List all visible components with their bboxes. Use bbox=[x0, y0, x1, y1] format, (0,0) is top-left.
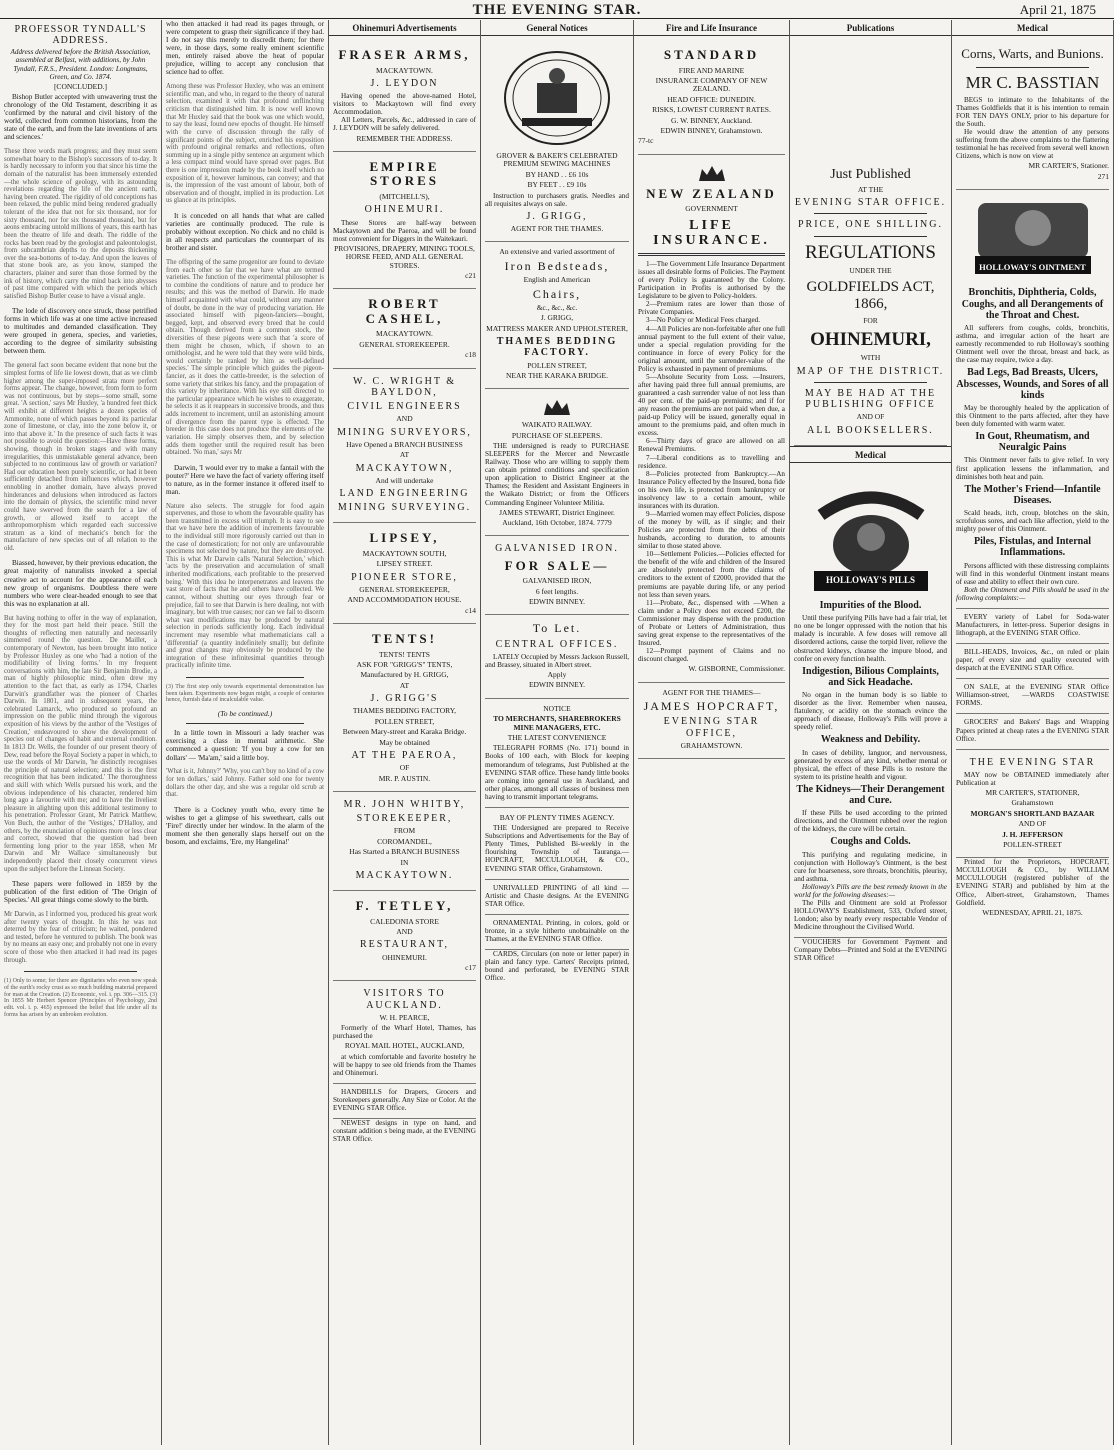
article-body-text: The general fact soon became evident that none but the simplest forms of life lie lowest down, that as we climb higher among the super-imposed strata more perfect forms appear. The change, however, from form to form was not continuous, but by steps—some small, some great. 'A section,' says Mr Huxley, 'a hundred feet thick will exhibit at different heights a dozen species of Ammonite, none of which passes beyond its particular zone of limestone, or clay, into the zone below it, or into that above it.' In the presence of such facts it was not possible to avoid the question:—Have these forms, showing, though in broken stages and with many irregularities, this unmistakable general advance, been subjected to no continuous law of growth or variation? Had our education been purely scientific, or had it been sufficiently detached from influences which, however ennobling in another domain, have always proved hinderances and delusions when introduced as factors into the domain of physics, the scientific mind never could have swerved from the search for a law of growth, or allowed itself to accept the anthropomorphism which regarded each successive stratum as a kind of mechanic's bench for the manufacture of new species out of all relation to the old. bbox=[4, 362, 157, 552]
ad-price: PRICE, ONE SHILLING. bbox=[798, 219, 943, 231]
article-subtitle: Address delivered before the British Association, assembled at Belfast, with additions, by John Tyndall, F.R.S., President. London: Longmans, Green, and Co. 1874. bbox=[10, 48, 151, 81]
ad-name: LIPSEY, bbox=[369, 530, 440, 546]
ad-signature: W. GISBORNE, Commissioner. bbox=[688, 664, 785, 674]
insurance-item: 2—Premium rates are lower than those of Private Companies. bbox=[638, 300, 785, 317]
ad-grocers-bags: GROCERS' and Bakers' Bags and Wrapping Papers printed at cheap rates a the EVENING STAR Office. bbox=[956, 714, 1109, 749]
notice-title: BAY OF PLENTY TIMES AGENCY. bbox=[499, 812, 615, 822]
ad-sub: TENTS! TENTS bbox=[379, 649, 430, 659]
ad-wright-bayldon bbox=[333, 369, 476, 524]
ad-with: WITH bbox=[860, 353, 881, 363]
ad-code: c14 bbox=[465, 605, 476, 615]
ad-at: AT THE bbox=[857, 184, 884, 194]
ad-title: To Let. bbox=[532, 621, 582, 636]
ad-act: GOLDFIELDS ACT, 1866, bbox=[806, 279, 935, 312]
ad-and: AND bbox=[396, 414, 413, 424]
ad-gov: GOVERNMENT bbox=[685, 204, 738, 214]
to-be-continued: (To be continued.) bbox=[217, 708, 273, 718]
ad-place: COROMANDEL, bbox=[377, 836, 432, 846]
ad-body: Have Opened a BRANCH BUSINESS bbox=[346, 439, 463, 449]
ad-body: LATELY Occupied by Messrs Jackson Russell, and Brassey, situated in Albert street. bbox=[485, 652, 629, 669]
ad-labels: EVERY variety of Label for Soda-water Manufacturers, in letter-press. Superior designs in lithograph, at the EVENING STAR Office. bbox=[956, 609, 1109, 644]
ad-beds: Iron Bedsteads, bbox=[504, 258, 610, 273]
column-medical bbox=[952, 20, 1114, 1445]
column-publications bbox=[790, 20, 952, 1445]
section-title: The Mother's Friend—Infantile Diseases. bbox=[964, 483, 1101, 506]
ad-and: AND OF bbox=[1018, 819, 1047, 829]
agent-role: AGENT FOR THE THAMES. bbox=[510, 223, 604, 233]
ad-firm: J. GRIGG'S bbox=[370, 693, 439, 705]
ad-vouchers: VOUCHERS for Government Payment and Company Debts—Printed and Sold at the EVENING STAR Office! bbox=[794, 938, 947, 963]
section-title: Piles, Fistulas, and Internal Inflammations. bbox=[974, 536, 1091, 559]
ad-code: 77-tc bbox=[638, 136, 654, 146]
ad-agent: G. W. BINNEY, Auckland. bbox=[671, 115, 752, 125]
ad-note: Instruction to purchasers gratis. Needles and all requisites always on sale. bbox=[485, 191, 629, 208]
article-paragraph: It is conceded on all hands that what are called varieties are continually produced. The rule is probably without exception. No chick and no child is in all respects and particulars the counterpart of its brother and sister. bbox=[166, 211, 324, 253]
insurance-item: 5—Absolute Security from Loss. —Insurers, after having paid three full annual premiums, are guaranteed a cash surrender value of not less than 40 per cent. of the paid-up premiums; and if for any reason the premiums are not paid when due, a paid-up Policy will be issued, generally equal in amount to the premiums paid, and often much in excess. bbox=[638, 372, 785, 438]
ad-empire-stores bbox=[333, 152, 476, 289]
ad-street: POLLEN STREET, bbox=[527, 360, 587, 370]
concluded-label: [CONCLUDED.] bbox=[53, 81, 108, 91]
ad-owner: W. H. PEARCE, bbox=[379, 1012, 430, 1022]
masthead bbox=[0, 0, 1114, 19]
ad-from: FROM bbox=[393, 826, 416, 836]
ad-obtain: May be obtained bbox=[379, 737, 430, 747]
ad-store: PIONEER STORE, bbox=[351, 571, 458, 583]
ad-sale-seller: EDWIN BINNEY. bbox=[528, 596, 586, 606]
anecdote-cockney: There is a Cockney youth who, every time he wishes to get a glimpse of his sweetheart, calls out 'Fire!' directly under her window. In the alarm of the moment she then generally slaps herself out on the bosom, and exclaims, 'Ere, my Hangelina!' bbox=[166, 805, 324, 846]
ad-place: MACKAYTOWN, bbox=[355, 462, 454, 474]
ad-robert-cashel bbox=[333, 289, 476, 368]
section-title: Weakness and Debility. bbox=[820, 734, 921, 746]
column-heading: Ohinemuri Advertisements bbox=[329, 20, 480, 36]
ad-street: LIPSEY STREET. bbox=[376, 559, 433, 569]
footnotes: (3) The first step only towards experimental demonstration has been taken. Experiments now begun might, a couple of centuries hence, furnish data of incalculable value. bbox=[166, 683, 324, 704]
insurance-item: 6—Thirty days of grace are allowed on all Renewal Premiums. bbox=[638, 437, 785, 454]
ad-paeroa: AT THE PAEROA, bbox=[351, 750, 458, 762]
ad-name: MR. JOHN WHITBY, bbox=[343, 798, 466, 810]
ad-code: 271 bbox=[1097, 171, 1109, 181]
ad-newest-designs: NEWEST designs in type on hand, and constant addition s being made, at the EVENING STAR Office. bbox=[333, 1119, 476, 1144]
price-by-feet: BY FEET . . £9 10s bbox=[527, 180, 587, 190]
ad-street: POLLEN STREET, bbox=[374, 716, 435, 726]
insurance-item: 8—Policies protected from Bankruptcy.—An Insurance Policy effected by the Insured, bona fide on his own life, is protected from bankruptcy or insolvency law to a certain amount, while insurances with its duration. bbox=[638, 469, 785, 510]
section-body: Scald heads, itch, croup, blotches on the skin, scrofulous sores, and each like affection, yield to the mighty power of this Ointment. bbox=[956, 509, 1109, 534]
ad-for: FOR bbox=[863, 315, 878, 325]
section-title: Bronchitis, Diphtheria, Colds, Coughs, and all Derangements of the Throat and Chest. bbox=[961, 287, 1104, 321]
ad-to-let bbox=[485, 615, 629, 699]
price-by-hand: BY HAND . . £6 10s bbox=[525, 169, 589, 179]
divider bbox=[186, 723, 304, 724]
ad-restaurant: RESTAURANT, bbox=[359, 939, 450, 951]
ad-galvanised-iron bbox=[485, 536, 629, 615]
ad-body: MAY now be OBTAINED immediately after Publication at bbox=[956, 770, 1109, 787]
ad-country: NEW ZEALAND bbox=[646, 185, 777, 201]
section-body: Until these purifying Pills have had a fair trial, let no one be longer oppressed with the notion that his malady is incurable. A few doses will remove all disordered actions, cause the torpid liver, relieve the obstructed kidneys, cleanse the impure blood, and confer on every function health. bbox=[794, 614, 947, 663]
ad-trade: CIVIL ENGINEERS bbox=[347, 400, 462, 412]
ad-tents bbox=[333, 624, 476, 792]
section-body: All sufferers from coughs, colds, bronchitis, asthma, and irregular action of the heart are earnestly recommended to rub Holloway's soothing Ointment well over the throat, breast and back, as the case may require, twice a day. bbox=[956, 324, 1109, 365]
ad-body: Has Started a BRANCH BUSINESS bbox=[349, 847, 460, 857]
ad-holloway-ointment bbox=[956, 190, 1109, 609]
ad-maker: Manufactured by H. GRIGG, bbox=[360, 670, 449, 680]
article-paragraph: Darwin, 'I would ever try to make a fantail with the pouter?' Here we have the fact of variety offering itself to nature, as in the former instance it offered itself to man. bbox=[166, 463, 324, 496]
divider bbox=[24, 971, 137, 972]
article-body-text: But having nothing to offer in the way of explanation, they for the most part held their peace. Still the thoughts of reflecting men naturally and necessarily simmered round the question. De Maillet, a contemporary of Newton, has been brought into notice by Professor Huxley as one who 'had a notion of the modifiability of living forms.' In my frequent conversations with him, the late Sir Benjamin Brodie, a man of highly philosophic mind, often drew my attention to the fact that, as early as 1794, Charles Darwin's grandfather was the pioneer of Charles Darwin. In 1801, and in subsequent years, the celebrated Lamarck, who produced so profound an impression on the public mind through the vigorous exposition of his views by the author of the 'Vestiges of Creation,' endeavoured to show the development of species out of changes of habit and external condition. In 1813 Dr. Wells, the founder of our present theory of Dew, read before the Royal Society a paper in which, to use the words of Mr Darwin, 'he distinctly recognises the principle of natural selection; and this is the first recognition that has been indicated.' The thoroughness and skill with which Wells pursued his work, and the obvious independence of his character, rendered him long ago a favourite with me; and to have the liveliest pleasure in alighting upon this additional testimony to his penetration. Professor Grant, Mr Patrick Matthew, Von Buch, the author of the 'Vestiges,' D'Halloy, and others, by the enunciation of opinions more or less clear and correct, showed that the question had been fermenting long prior to the year 1858, when Mr Darwin and Mr Wallace simultaneously but independently placed their closely concurrent views upon the subject before the Linnean Society. bbox=[4, 614, 157, 873]
ad-name: W. C. WRIGHT & BAYLDON, bbox=[352, 375, 457, 398]
notice-tagline: THE LATEST CONVENIENCE bbox=[507, 733, 607, 742]
anecdote-missouri: In a little town in Missouri a lady teacher was exercising a class in mental arithmetic. She commenced a question: 'If you buy a cow for ten dollars' — 'Ma'am,' said a little boy. bbox=[166, 729, 324, 762]
emblem-text: HOLLOWAY'S OINTMENT bbox=[979, 261, 1086, 272]
footnotes: (1) Only to some; for there are dignitaries who even now speak of the earth's rocky crust as so much building material prepared for man at the Creation. (2) Economic, vol. i. pp. 306—315. (3) In 1855 Mr Herbert Spencer (Principles of Psychology, 2nd edit. vol. i. p. 465) expressed the belief that life under all its forms has arisen by an unbroken evolution. bbox=[4, 978, 157, 1018]
ad-body: ASK FOR "GRIGG'S" TENTS, bbox=[356, 660, 453, 670]
ad-location: Between Mary-street and Karaka Bridge. bbox=[342, 727, 467, 737]
imprint: Printed for the Proprietors, HOPCRAFT, MCCULLOUGH & CO., by WILLIAM MCCULLOUGH (registered publisher of the EVENING STAR) and published by him at the Office, Albert-street, Grahamstown, Thames Goldfield. bbox=[956, 858, 1109, 907]
section-body: May be thoroughly healed by the application of this Ointment to the parts affected, after they have been duly fomented with warm water. bbox=[956, 403, 1109, 429]
ad-sale-detail: 6 feet lengths. bbox=[535, 586, 579, 596]
ad-john-whitby bbox=[333, 792, 476, 891]
ad-ohinemuri: OHINEMURI, bbox=[810, 329, 931, 351]
ad-map: MAP OF THE DISTRICT. bbox=[796, 365, 945, 377]
ad-goods: PROVISIONS, DRAPERY, MINING TOOLS, HORSE FEED, AND ALL GENERAL STORES. bbox=[334, 243, 475, 270]
notice-title: NOTICE bbox=[543, 703, 571, 713]
ad-name: EMPIRE STORES bbox=[369, 158, 440, 189]
ad-title: THE EVENING STAR bbox=[969, 756, 1096, 768]
ad-ornamental-printing: ORNAMENTAL Printing, in colors, gold or bronze, in a style hitherto unobtainable on the Thames, at the EVENING STAR Office. bbox=[485, 915, 629, 950]
notice-body: TELEGRAPH FORMS (No. 171) bound in Books of 100 each, with Block for keeping memorandum of telegrams, Just Published at the EVENING STAR office. These handy little books are coming into general use in Auckland, and other places, amongst all classes of business men having to transmit important telegrams. bbox=[485, 744, 629, 801]
insurance-item: 3—No Policy or Medical Fees charged. bbox=[646, 316, 761, 325]
ad-intro: An extensive and varied assortment of bbox=[499, 247, 615, 257]
section-body: If these Pills be used according to the printed directions, and the Ointment rubbed over the region of the kidneys, the cure will be certain. bbox=[794, 809, 947, 834]
ad-handbills: HANDBILLS for Drapers, Grocers and Storekeepers generally. Any Size or Color. At the EVENING STAR Office. bbox=[333, 1084, 476, 1119]
article-paragraph: Bishop Butler accepted with unwavering trust the chronology of the Old Testament, describing it as 'confirmed by the natural and civil history of the world, collected from common historians, from the state of the earth, and from the late inventions of arts and sciences.' bbox=[4, 93, 157, 142]
column-ohinemuri-ads bbox=[329, 20, 481, 1445]
ad-trade: GENERAL STOREKEEPER. bbox=[359, 339, 450, 349]
article-body-text: Nature also selects. The struggle for food again supervenes, and those to whom the favourable quality has been transmitted in excess will triumph. It is easy to see that we have here the addition of increments favourable to the individual still more rigorously carried out than in the case of domestication; for not only are unfavourable specimens not selected by nature, but they are destroyed. This is what Mr Darwin calls 'Natural Selection,' which 'acts by the preservation and accumulation of small inherited modifications, each profitable to the preserved being.' With this idea he interpenetrates and leavens the vast store of facts that he and others have collected. We cannot, without shutting our eyes through fear or prejudice, fail to see that Darwin is here dealing, not with imaginary, but with true causes; nor can we fail to discern what vast modifications may be produced by natural selection in periods sufficiently long. Each individual increment may resemble what mathematicians call a 'differential' (a quantity indefinitely small); but definite and great changes may obviously be produced by the integration of these infinitesimal quantities through practically infinite time. bbox=[166, 502, 324, 670]
insurance-item: 11—Probate, &c., dispensed with —When a claim under a Policy does not exceed £200, the Commissioner may dispense with the production of Probate or Letters of Administration, thus saving great expense to the representatives of the Insured. bbox=[638, 598, 785, 647]
ad-trade: STOREKEEPER, bbox=[356, 813, 453, 825]
divider bbox=[976, 67, 1089, 68]
ad-firm-role: MATTRESS MAKER AND UPHOLSTERER, bbox=[486, 323, 628, 333]
section-title: Impurities of the Blood. bbox=[819, 600, 922, 612]
ad-body: These Stores are half-way between Mackaytown and the Paeroa, and will be found most convenient for Diggers in the Waitekauri. bbox=[333, 218, 476, 243]
ad-title: LIFE INSURANCE. bbox=[653, 217, 770, 249]
ad-apply: Apply bbox=[547, 670, 567, 680]
crown-icon bbox=[697, 163, 727, 183]
ad-fraser-arms bbox=[333, 40, 476, 152]
ad-thames-agent bbox=[638, 683, 785, 760]
ad-title: GALVANISED IRON. bbox=[495, 543, 619, 555]
issue-date: April 21, 1875 bbox=[1019, 2, 1096, 17]
notice-bay-of-plenty bbox=[485, 808, 629, 880]
ad-body: And will undertake bbox=[375, 475, 434, 485]
notice-title: WAIKATO RAILWAY. bbox=[521, 420, 593, 430]
section-title: The Kidneys—Their Derangement and Cure. bbox=[796, 783, 945, 806]
insurance-item: 4—All Policies are non-forfeitable after one full annual payment to the full extent of their value, under a special regulation providing for the continuance in force of every Policy for the original amount, until the surrender-value of the Policy is exhausted in payment of premiums. bbox=[638, 324, 785, 373]
insurance-item: 12—Prompt payment of Claims and no discount charged. bbox=[638, 647, 785, 664]
ad-place: MACKAYTOWN SOUTH, bbox=[362, 549, 447, 559]
article-title: PROFESSOR TYNDALL'S ADDRESS. bbox=[14, 24, 147, 47]
ad-carter: MR CARTER'S, Stationer. bbox=[1028, 161, 1109, 171]
ad-body: Formerly of the Wharf Hotel, Thames, has purchased the bbox=[333, 1024, 476, 1041]
section-list-intro: Both the Ointment and Pills should be used in the following complaints:— bbox=[956, 585, 1109, 602]
ad-place: OHINEMURI. bbox=[364, 204, 445, 216]
ad-regulations: REGULATIONS bbox=[805, 241, 936, 263]
section-title: Indigestion, Bilious Complaints, and Sick Headache. bbox=[802, 665, 939, 688]
ad-location: NEAR THE KARAKA BRIDGE. bbox=[506, 370, 608, 380]
section-list-intro: Holloway's Pills are the best remedy known in the world for the following diseases:— bbox=[794, 882, 947, 899]
ad-name: ROBERT CASHEL, bbox=[365, 296, 444, 326]
ad-body: He would draw the attention of any persons suffering from the above complaints to the flattering testimonial he has received from several well known Citizens, which is now on view at bbox=[956, 127, 1109, 161]
article-paragraph: The lode of discovery once struck, those petrified forms in which life was at one time active increased to multitudes and demanded classification. They were grouped in genera, species, and varieties, according to the degree of similarity subsisting between them. bbox=[4, 307, 157, 356]
ad-name: F. TETLEY, bbox=[355, 898, 454, 914]
ad-agent-place: GRAHAMSTOWN. bbox=[680, 740, 743, 750]
agent-name: J. GRIGG, bbox=[526, 210, 588, 222]
section-body: This purifying and regulating medicine, in conjunction with Holloway's Ointment, is the best cure for hoarseness, sore throats, bronchitis, pleurisy, and asthma. bbox=[794, 850, 947, 883]
article-paragraph: Biassed, however, by their previous education, the great majority of naturalists invoked a special creative act to account for the appearance of each new group of organisms. Doubtless there were numbers who were clear-headed enough to see that this was no explanation at all. bbox=[4, 559, 157, 608]
ad-at: AT bbox=[399, 680, 410, 690]
ad-owner: J. LEYDON bbox=[370, 78, 439, 90]
article-body-text: Among these was Professor Huxley, who was an eminent scientific man, and who, in regard to the theory of natural selection, examined it with that profound unflinching criticism that distinguished him. It is now well known that Mr Huxley said that the book was one which would, to say the least, found new epochs of thought. He himself with the curve of discussion through the rally of significant points of the subject, enriched his exposition with profound original remarks and reflections, often summing up in a single pithy sentence an argument which a less compact mind would have spread over pages. But there is one impression made by the book itself which no exposition of it, however luminous, can convey; and that is, the impression of the vast amount of labour, both of observation and of thought, implied in its production. Let us glance at its principles. bbox=[166, 83, 324, 205]
ad-tetley bbox=[333, 891, 476, 981]
ad-etc: &c., &c., &c. bbox=[536, 303, 578, 312]
ad-apply-name: EDWIN BINNEY. bbox=[528, 680, 586, 690]
emblem-text: GROVER & BAKER'S CELEBRATED PREMIUM SEWING MACHINES bbox=[496, 151, 618, 169]
notice-date: Auckland, 16th October, 1874. 7779 bbox=[502, 518, 612, 527]
ad-sale-item: GALVANISED IRON, bbox=[522, 576, 592, 586]
ad-remember: REMEMBER THE ADDRESS. bbox=[356, 133, 453, 143]
ad-government-life-insurance bbox=[638, 155, 785, 683]
crown-icon bbox=[542, 397, 572, 417]
ad-at: AT bbox=[399, 450, 410, 460]
ad-trade: MINING SURVEYORS, bbox=[337, 426, 472, 438]
divider bbox=[638, 253, 785, 256]
ad-holloway-pills bbox=[794, 467, 947, 938]
article-paragraph: who then attacked it had read its pages through, or were competent to grasp their significance if they had. I do not say this merely to discredit them; for there were, in those days, some really eminent scientific men, entirely raised above the heat of popular prejudice, willing to accept any conclusion that science had to offer. bbox=[166, 20, 324, 77]
ad-code: c21 bbox=[465, 270, 476, 280]
column-general-notices bbox=[481, 20, 634, 1445]
ad-cards: CARDS, Circulars (on note or letter paper) in plain and fancy type. Carters' Receipts printed, bound and perforated, be EVENING STAR Office. bbox=[485, 949, 629, 983]
ad-title: Just Published bbox=[830, 167, 911, 183]
article-body-text: Mr Darwin, as I informed you, produced his great work after twenty years of thought. In this he was not deterred by the fear of criticism; he waited, pondered and tested, before he ventured to publish. The book was by no means an easy one; and probably not one in every score of those who then attacked it had read its pages through. bbox=[4, 911, 157, 964]
ad-name: FRASER ARMS, bbox=[338, 47, 471, 63]
ad-extra: AND ACCOMMODATION HOUSE. bbox=[347, 595, 462, 605]
ad-body: at which comfortable and favorite hostelry he will be happy to see old friends from the Thames and Ohinemuri. bbox=[333, 1052, 476, 1077]
ad-street: POLLEN-STREET bbox=[1003, 839, 1062, 849]
notice-body: THE Undersigned are prepared to Receive Subscriptions and Advertisements for the Bay of Plenty Times, Published Bi-weekly in the flourishing Township of Tauranga.— HOPCRAFT, MCCULLOUGH, & CO., EVENING STAR Office, Grahamstown. bbox=[485, 824, 629, 873]
ad-trade: GENERAL STOREKEEPER, bbox=[359, 584, 450, 594]
anecdote-body: 'What is it, Johnny?' 'Why, you can't buy no kind of a cow for ten dollars,' said Johnny. Father sold one for twenty dollars the other day, and she was a regular old scrub at that. bbox=[166, 768, 324, 799]
ad-firm: J. GRIGG, bbox=[540, 313, 574, 323]
ad-under: UNDER THE bbox=[849, 265, 892, 275]
ad-of: OF bbox=[399, 763, 410, 773]
divider bbox=[814, 382, 927, 383]
ad-code: c17 bbox=[465, 963, 476, 973]
insurance-item: 10—Settlement Policies.—Policies effected for the benefit of the wife and children of the Insured are absolutely protected from the claims of creditors to the extent of £2000, provided that the premiums are payable during life, or any period not less than seven years. bbox=[638, 550, 785, 599]
ad-and: AND OF bbox=[856, 412, 885, 422]
ad-trade: MINING SURVEYING. bbox=[337, 502, 472, 514]
ad-name: MR C. BASSTIAN bbox=[965, 72, 1100, 92]
ad-agent-label: AGENT FOR THE THAMES— bbox=[662, 687, 761, 697]
ad-sewing-machines bbox=[485, 40, 629, 242]
ad-unrivalled-printing: UNRIVALLED PRINTING of all kind —Artistic and Chaste designs. At the EVENING STAR Office. bbox=[485, 880, 629, 915]
ad-name: TENTS! bbox=[372, 631, 437, 647]
section-body: In cases of debility, languor, and nervousness, generated by excess of any kind, whether mental or physical, the effect of these Pills is to restore the system to its pristine health and vigour. bbox=[794, 748, 947, 781]
ad-factory: THAMES BEDDING FACTORY, bbox=[352, 706, 457, 716]
notice-subtitle: PURCHASE OF SLEEPERS. bbox=[511, 430, 603, 440]
imprint-date: WEDNESDAY, APRIL 21, 1875. bbox=[982, 907, 1083, 917]
divider bbox=[186, 677, 304, 678]
ad-beds-sub: English and American bbox=[523, 275, 591, 285]
ad-place: Grahamstown bbox=[1011, 798, 1054, 808]
column-tyndall-continued bbox=[162, 20, 329, 1445]
section-body: Persons afflicted with these distressing complaints will find in this wonderful Ointment instant means of ease and ability to effect their own cure. bbox=[956, 561, 1109, 586]
ad-basstian bbox=[956, 40, 1109, 190]
ad-body: BEGS to intimate to the Inhabitants of the Thames Goldfields that it is his intention to remain FOR TEN DAYS ONLY, prior to his departure for the South. bbox=[956, 95, 1109, 128]
ad-title: Corns, Warts, and Bunions. bbox=[961, 46, 1104, 62]
sewing-machine-emblem-icon bbox=[502, 48, 612, 148]
ad-trade: LAND ENGINEERING bbox=[339, 488, 470, 500]
ad-sale: FOR SALE— bbox=[504, 557, 610, 573]
notice-waikato-railway bbox=[485, 389, 629, 536]
ad-town: MACKAYTOWN. bbox=[355, 869, 454, 881]
article-paragraph: These papers were followed in 1859 by the publication of the first edition of 'The Origin of Species.' All great things come slowly to the birth. bbox=[4, 880, 157, 905]
ad-place: MACKAYTOWN. bbox=[376, 65, 433, 75]
medical-heading: Medical bbox=[790, 446, 951, 463]
ad-rates: RISKS, LOWEST CURRENT RATES. bbox=[652, 105, 771, 115]
ad-standard-insurance bbox=[638, 40, 785, 155]
notice-subtitle: TO MERCHANTS, SHAREBROKERS MINE MANAGERS, ETC. bbox=[493, 714, 621, 732]
column-insurance bbox=[634, 20, 790, 1445]
ad-chairs: Chairs, bbox=[532, 286, 582, 301]
divider bbox=[814, 236, 927, 237]
column-heading: Publications bbox=[790, 20, 951, 36]
ad-store: CALEDONIA STORE bbox=[370, 916, 439, 926]
ad-body: Having opened the above-named Hotel, visitors to Mackaytown will find every Accommodation. bbox=[333, 92, 476, 117]
ad-name: VISITORS TO AUCKLAND. bbox=[363, 988, 446, 1011]
column-heading: General Notices bbox=[481, 20, 633, 36]
article-body-text: These three words mark progress; and they must seem somewhat hoary to the Bishop's successors of to-day. It is hardly necessary to inform you that since his time the domain of the naturalist has been immensely extended—the whole science of geology, with its astounding revelations regarding the life of the ancient earth, having been created. The rigidity of old conceptions has been relaxed, the public mind being rendered gradually tolerant of the idea that not for six thousand, nor for sixty thousand, nor for six thousand thousand, but for aeons embracing untold millions of years, this earth has been the theatre of life and death. The riddle of the rocks has been read by the geologist and paleontologist, from subcambrian depths to the deposits thickening over the sea-bottoms of to-day. And upon the leaves of that stone book are, as you know, stamped the characters, plainer and surer than those formed by the ink of history, which carry the mind back into abysses of past time compared with which the periods which satisfied Bishop Butler cease to have a visual angle. bbox=[4, 148, 157, 300]
section-title: Bad Legs, Bad Breasts, Ulcers, Abscesses, Wounds, and Sores of all kinds bbox=[956, 367, 1109, 401]
ad-bedsteads bbox=[485, 242, 629, 389]
ad-agent: EDWIN BINNEY, Grahamstown. bbox=[660, 125, 763, 135]
notice-signature: JAMES STEWART, District Engineer. bbox=[499, 507, 615, 517]
ad-in: IN bbox=[400, 857, 409, 867]
divider bbox=[814, 213, 927, 214]
ad-agent: J. H. JEFFERSON bbox=[1002, 829, 1063, 839]
ad-may: MAY BE HAD AT THE PUBLISHING OFFICE bbox=[804, 388, 937, 411]
ad-visitors-auckland bbox=[333, 981, 476, 1083]
column-heading: Fire and Life Insurance bbox=[634, 20, 789, 36]
ad-factory: THAMES BEDDING FACTORY. bbox=[496, 336, 618, 359]
ad-agent: MORGAN'S SHORTLAND BAZAAR bbox=[970, 808, 1095, 818]
ad-place: MACKAYTOWN. bbox=[376, 329, 433, 339]
ad-name: STANDARD bbox=[663, 47, 760, 63]
section-body: The Pills and Ointment are sold at Professor HOLLOWAY'S Establishment, 533, Oxford street, London; also by nearly every respectable Vendor of Medicine throughout the Civilised World. bbox=[794, 898, 947, 932]
ad-lipsey bbox=[333, 523, 476, 624]
column-heading: Medical bbox=[952, 20, 1113, 36]
column-tyndall-address bbox=[0, 20, 162, 1445]
ad-note: All Letters, Parcels, &c., addressed in care of J. LEYDON will be safely delivered. bbox=[333, 116, 476, 133]
ad-coastwise-forms: ON SALE, at the EVENING STAR Office Williamson-street, —WARDS COASTWISE FORMS. bbox=[956, 679, 1109, 714]
emblem-text: HOLLOWAY'S PILLS bbox=[826, 575, 915, 586]
ad-place: OHINEMURI. bbox=[382, 952, 427, 962]
section-title: In Gout, Rheumatism, and Neuralgic Pains bbox=[975, 431, 1090, 454]
ad-booksellers: ALL BOOKSELLERS. bbox=[807, 424, 934, 436]
ad-code: c18 bbox=[465, 350, 476, 360]
newspaper-title: THE EVENING STAR. bbox=[472, 2, 642, 18]
ad-sub: (MITCHELL'S), bbox=[379, 192, 430, 201]
section-body: This Ointment never fails to give relief. In very first application lessens the inflammation, and diminishes both heat and pain. bbox=[956, 456, 1109, 481]
ad-sub: FIRE AND MARINE bbox=[678, 65, 745, 75]
notice-body: THE undersigned is ready to PURCHASE SLEEPERS for the Mercer and Newcastle Railway. Those who are willing to supply them can obtain printed conditions and specification upon application to District Engineer at the Thames; the Resident and Assistant Engineers in the Waikato District; or from the Officers Commanding Engineer Volunteer Militia. bbox=[485, 442, 629, 507]
ad-bill-heads: BILL-HEADS, Invoices, &c., on ruled or plain paper, of every size and quality executed with despatch at the EVENING STAR Office. bbox=[956, 644, 1109, 679]
ad-hotel: ROYAL MAIL HOTEL, AUCKLAND, bbox=[344, 1041, 465, 1051]
ad-and: AND bbox=[396, 927, 413, 937]
ad-goldfields-regulations bbox=[794, 40, 947, 446]
ad-office: HEAD OFFICE: DUNEDIN. bbox=[667, 94, 756, 104]
section-title: Coughs and Colds. bbox=[830, 836, 911, 848]
ad-agent: MR CARTER'S, STATIONER, bbox=[985, 787, 1080, 797]
article-body-text: The offspring of the same progenitor are found to deviate from each other so far that we have what are termed varieties. The function of the experimental philosopher is to combine the conditions of nature and to produce her results; and this was the method of Darwin. He made himself acquainted with what could, without any manner of doubt, be done in the way of producing variation. He associated himself with pigeon-fanciers—bought, begged, kept, and observed every breed that he could obtain. Though derived from a common stock, the diversities of these pigeons were such that 'a score of them might be chosen, which, if shown to an ornithologist, and he were told that they were wild birds, would certainly be ranked by him as well-defined species.' The simple principle which guides the pigeon-fancier, as it does the cattle-breeder, is the selection of some variety that strikes his fancy, and the propagation of this variety by inheritance. With his eye still directed to the particular appearance which he wishes to exaggerate, he selects it as it reappears in successive broods, and thus adds increment to increment, until an astonishing amount of divergence from the parent type is effected. The breeder in this case does not produce the elements of the variation. He simply observes them, and by selection adds them together until the required result has been obtained. 'No man,' says Mr bbox=[166, 258, 324, 457]
insurance-item: 9—Married women may effect Policies, dispose of the money by will, as if single; and their Policies are protected from the debts of their husbands, according to duration, to amounts similar to those stated above. bbox=[638, 509, 785, 551]
ad-agent-name: JAMES HOPCRAFT, bbox=[643, 698, 780, 713]
insurance-item: 7—Liberal conditions as to travelling and residence. bbox=[638, 453, 785, 470]
ad-evening-star-agents bbox=[956, 750, 1109, 859]
ad-agent: MR. P. AUSTIN. bbox=[378, 773, 431, 783]
notice-telegraph-forms bbox=[485, 699, 629, 808]
ad-company: INSURANCE COMPANY OF NEW ZEALAND. bbox=[655, 76, 768, 94]
ad-agent-office: EVENING STAR OFFICE, bbox=[663, 716, 760, 739]
ad-subtitle: CENTRAL OFFICES. bbox=[495, 638, 619, 650]
ad-office: EVENING STAR OFFICE. bbox=[794, 197, 947, 209]
insurance-item: 1—The Government Life Insurance Department issues all desirable forms of Policies. The Payment of every Policy is guaranteed by the Colony. Participation in Profits is authorised by the Legislature to be given to Policy-holders. bbox=[638, 260, 785, 301]
section-body: No organ in the human body is so liable to disorder as the liver. Remember when nausea, flatulency, or acidity on the stomach evince the approach of disease, Holloway's Pills will prove a speedy relief. bbox=[794, 691, 947, 732]
